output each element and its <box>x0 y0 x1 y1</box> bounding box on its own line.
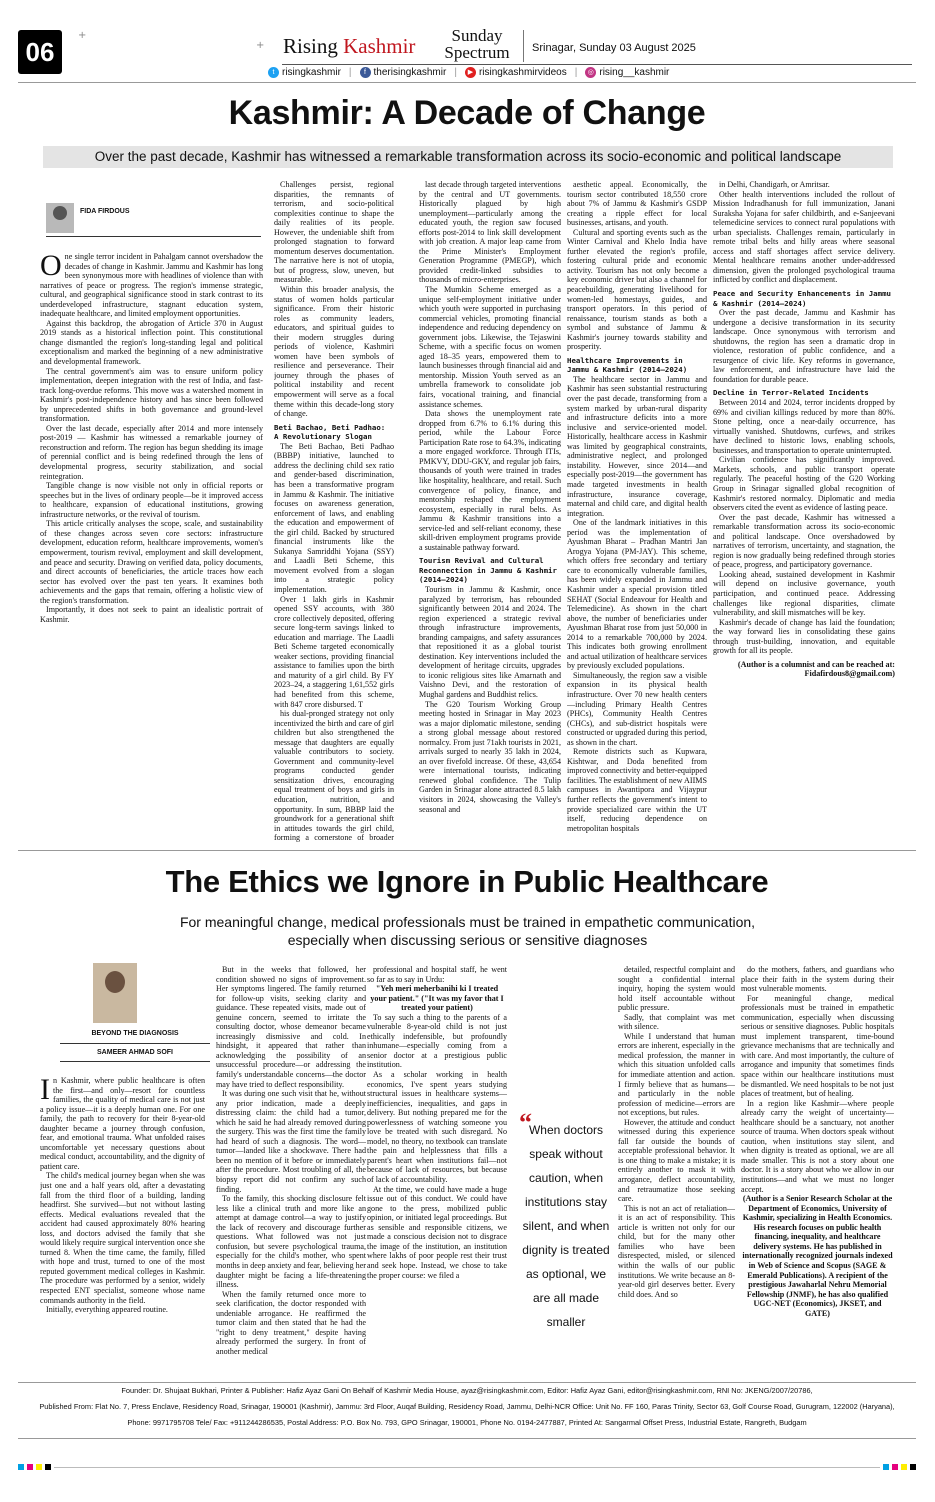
article2-column-2 <box>216 965 366 1376</box>
paragraph: aesthetic appeal. Economically, the tourism sector contributed 18,550 crore about 7% of Jammu & Kashmir's GSDP creating a ripple effect for local businesses, artisans, and youth. <box>567 180 707 228</box>
paragraph: The central government's aim was to ensure uniform policy implementation, deepen integration with the rest of India, and fast-track long-overdue reforms. This move was a watershed moment in Kashmir's post-independence history and has since been followed by unprecedented shifts in both governance and ground-level transformation. <box>40 366 263 424</box>
paragraph: Initially, everything appeared routine. <box>46 1305 168 1315</box>
author-rule <box>60 1061 210 1062</box>
footer-rule <box>18 1382 916 1383</box>
paragraph: Data shows the unemployment rate dropped from 6.7% to 6.1% during this period, while the Labour Force Participation Rate rose to 64.3%, indicating a more engaged workforce. Through ITIs, PMKVY, DDU-GKY, and regular job fairs, thousands of youth were trained in trades like hospitality, healthcare, and retail. Such convergence of policy, finance, and mentorship reshaped the employment ecosystem, especially in rural belts. As Jammu & Kashmir transitions into a service-led and self-reliant economy, these skill-driven employment programs provide a sustainable pathway forward. <box>419 409 561 552</box>
paragraph: Challenges persist, regional disparities, the remnants of terrorism, and socio-political complexities continue to shape the daily realities of its people. However, the undeniable shift from prolonged stagnation to forward momentum deserves documentation. The narrative here is not of utopia, but of progress, slow, uneven, but measurable. <box>274 180 394 285</box>
paragraph: To say such a thing to the parents of a vulnerable 8-year-old child is not just ethically indefensible, but profoundly inhumane—especially coming from a senior doctor at a prestigious public institution. <box>367 1012 507 1070</box>
paragraph: Tourism in Jammu & Kashmir, once paralyzed by terrorism, has rebounded significantly between 2014 and 2024. The region experienced a strategic revival through infrastructure improvements, branding campaigns, and safety assurances that repositioned it as a global tourist destination. Key interventions included the development of heritage circuits, upgrades to iconic religious sites like Amarnath and Vaishno Devi, and the restoration of Mughal gardens and Buddhist relics. <box>419 584 561 699</box>
paragraph: Looking ahead, sustained development in Kashmir will depend on inclusive governance, youth participation, and continued peace. Addressing challenges like regional disparities, climate vulnerability, and skill mismatches will be key. <box>713 569 895 618</box>
article1-lead-paragraph <box>40 252 263 319</box>
dropcap: I <box>40 1076 50 1106</box>
paragraph: Over the past decade, Jammu and Kashmir has undergone a decisive transformation in its security landscape. Once synonymous with terrorism and shutdowns, the region has seen a dramatic drop in violence, restoration of public confidence, and a resurgence of civic life. Key reforms in governance, law enforcement, and infrastructure have laid the foundation for durable peace. <box>713 308 895 384</box>
registration-swatch <box>36 1464 42 1470</box>
registration-swatch <box>883 1464 889 1470</box>
article1-column-5 <box>713 180 895 842</box>
article1-column-2 <box>274 180 394 842</box>
article2-column-3 <box>367 965 507 1376</box>
social-facebook[interactable]: f therisingkashmir <box>360 67 447 78</box>
paragraph: Within this broader analysis, the status of women holds particular significance. From their historic roles as community leaders, educators, and spiritual guides to their modern struggles during periods of violence, Kashmiri women have been symbols of resilience and perseverance. Their journey through the phases of political instability and recent empowerment will serve as a focal theme within this decade-long story of change. <box>274 285 394 419</box>
paragraph: Kashmir's decade of change has laid the foundation; the way forward lies in consolidating these gains through trust-building, innovation, and equitable growth for all its people. <box>713 617 895 656</box>
article1-headline: Kashmir: A Decade of Change <box>228 94 706 132</box>
article2-column-4 <box>618 965 735 1376</box>
article2-author: SAMEER AHMAD SOFI <box>97 1049 173 1056</box>
paragraph: Tangible change is now visible not only in official reports or speeches but in the lives of ordinary people—be it improved access to healthcare, expansion of educational institutions, growing infrastructure networks, or the revival of tourism. <box>40 481 263 519</box>
paragraph: As a scholar working in health economics, I've spent years studying structural issues in healthcare systems—inefficiencies, inequalities, and gaps in delivery. But nothing prepared me for the powerlessness of watching someone you love be treated with such disregard. No model, no theory, no textbook can translate the pain and helplessness that fills a parent's heart when institutions fail—not because of lack of resources, but because of lack of accountability. <box>367 1070 507 1185</box>
paragraph: his dual-pronged strategy not only incentivized the birth and care of girl children but also strengthened the message that daughters are equally valuable contributors to society. Government and community-level programs conducted gender sensitization drives, encouraging equal treatment of boys and girls in education, nutrition, and opportunity. In sum, BBBP laid the groundwork for a generational shift in attitudes towards the girl child, forming a cornerstone of broader <box>274 709 394 842</box>
article1-column-4 <box>567 180 707 842</box>
paragraph: It was during one such visit that he, without any prior indication, made a deeply distressing claim: the child had a tumor, which he said he had already removed during the surgery. This was the first time the family had heard of such a diagnosis. The word—tumor—landed like a shockwave. There had been no mention of it before or immediately after the procedure. Most troubling of all, the biopsy report did not confirm any such finding. <box>216 1089 366 1194</box>
youtube-icon: ▶ <box>465 67 476 78</box>
paragraph: The healthcare sector in Jammu and Kashmir has seen substantial restructuring over the past decade, transforming from a system marked by urban-rural disparity and infrastructure deficits into a more inclusive and service-oriented model. Historically, healthcare access in Kashmir was limited by geographical constraints, administrative neglect, and prolonged instability. However, since 2014—and especially post-2019—the government has made targeted investments in health infrastructure, insurance coverage, maternal and child care, and digital health integration. <box>567 374 707 518</box>
paragraph: For meaningful change, medical professionals must be trained in empathetic communication, especially when discussing serious or sensitive diagnoses. Public hospitals must implement transparent, time-bound grievance mechanisms that are technically and with care. And most importantly, the culture of arrogance and impunity that sometimes finds space within our healthcare institutions must be dismantled. We need hospitals to be not just places of treatment, but of healing. <box>741 993 894 1099</box>
subheading: Decline in Terror-Related Incidents <box>713 388 869 398</box>
masthead-rule <box>282 64 912 65</box>
paragraph: At the time, we could have made a huge issue out of this conduct. We could have gone to the press, mobilized public opinion, or initiated legal proceedings. But as sensible and responsible citizens, we made a conscious decision not to disgrace the image of the institution, an institution where lakhs of poor people rest their trust and seek hope. Instead, we chose to take the proper course: we filed a <box>367 1184 507 1280</box>
registration-color-bar <box>18 1464 916 1470</box>
column-label: BEYOND THE DIAGNOSIS <box>91 1030 179 1037</box>
paragraph: Sadly, that complaint was met with silence. <box>618 1012 735 1032</box>
article1-deck: Over the past decade, Kashmir has witnessed a remarkable transformation across its socio-economic and political landscape <box>43 146 893 168</box>
author-photo <box>93 963 137 1023</box>
paragraph: The Mumkin Scheme emerged as a unique self-employment initiative under which youth were supported in purchasing commercial vehicles, promoting financial independence and reducing dependency on government jobs. Likewise, the Tejaswini Scheme, with a specific focus on women aged 18–35 years, empowered them to launch businesses through financial aid and mentorship. Mission Youth served as an umbrella framework to consolidate job fairs, vocational training, and financial assistance schemes. <box>419 285 561 409</box>
paragraph: The G20 Tourism Working Group meeting hosted in Srinagar in May 2023 was a major diplomatic milestone, sending a strong global message about restored normalcy. From just 71akh tourists in 2021, arrivals surged to nearly 35 lakh in 2024, an over fivefold increase. Of these, 43,654 were international tourists, indicating renewed global confidence. The Tulip Garden in Srinagar alone attracted 8.5 lakh visitors in 2024, showcasing the Valley's seasonal and <box>419 699 561 814</box>
dropcap: O <box>40 252 62 282</box>
spectrum-label: Spectrum <box>444 43 510 62</box>
subheading: Peace and Security Enhancements in Jammu & Kashmir (2014–2024) <box>713 289 891 308</box>
paragraph: In a region like Kashmir—where people already carry the weight of uncertainty—healthcare should be a sanctuary, not another source of trauma. When doctors speak without caution, when institutions stay silent, and when dignity is treated as optional, we are all made smaller. This is not a story about one doctor. It is a story about who we allow in our institutions—and what we must no longer accept. <box>741 1098 894 1194</box>
quote-icon: “ <box>519 1108 532 1137</box>
header-divider <box>18 82 916 83</box>
paragraph: Over 1 lakh girls in Kashmir opened SSY accounts, with 380 crore collectively deposited, offering secure long-term savings linked to education and marriage. The Laadli Beti Scheme targeted economically weaker sections, providing financial assistance to families upon the birth and maturity of a girl child. By FY 2023–24, a staggering 1,61,552 girls had benefited from this scheme, with 847 crore disbursed. T <box>274 594 394 709</box>
registration-swatch <box>910 1464 916 1470</box>
subheading: Tourism Revival and Cultural Reconnection in Jammu & Kashmir (2014–2024) <box>419 556 557 585</box>
quote-paragraph: "Yeh meri meherbanihi ki I treated your patient." ("It was my favor that I treated your patient) <box>370 984 504 1013</box>
subheading: Healthcare Improvements in Jammu & Kashmir (2014–2024) <box>567 355 688 375</box>
social-instagram[interactable]: ◎ rising__kashmir <box>585 67 669 78</box>
social-handles: t risingkashmir | f therisingkashmir | ▶ risingkashmirvideos | ◎ rising__kashmir <box>268 67 669 78</box>
instagram-icon: ◎ <box>585 67 596 78</box>
masthead-divider <box>523 30 524 62</box>
paragraph: last decade through targeted interventions by the central and UT governments. Historically plagued by high unemployment—particularly among the educated youth, the region saw focused efforts post-2014 to link skill development with job creation. A major leap came from the Prime Minister's Employment Generation Programme (PMEGP), which provided credit-linked subsidies to thousands of micro-enterprises. <box>419 180 561 285</box>
paragraph: Over the past decade, Kashmir has witnessed a remarkable transformation across its socio-economic and political landscape. Once overshadowed by narratives of terrorism, uncertainty, and stagnation, the region is now gradually being redefined through stories of peace, progress, and participatory governance. <box>713 512 895 570</box>
article1-column-3 <box>419 180 561 842</box>
article2-lead-text: n Kashmir, where public healthcare is often the first—and only—resort for countless families, the quality of medical care is not just a policy issue—it is a deeply human one. For one family, the path to recovery for their 8-year-old daughter became a journey through confusion, fear, and emotional trauma. What unfolded raises uncomfortable yet necessary questions about medical conduct, accountability, and the dignity of patient care. <box>40 1076 205 1171</box>
author-credit: (Author is a columnist and can be reached at: Fidafirdous8@gmail.com) <box>737 659 895 679</box>
paragraph: But in the weeks that followed, her condition showed no signs of improvement. Her symptoms lingered. The family returned for follow-up visits, seeking clarity and guidance. These repeated visits, made out of genuine concern, seemed to irritate the consulting doctor, whose demeanor became increasingly dismissive and cold. In hindsight, it appeared that rather than acknowledging the possibility of an unsuccessful procedure—or addressing the family's understandable concerns—the doctor may have tried to deflect responsibility. <box>216 965 366 1089</box>
paragraph: Between 2014 and 2024, terror incidents dropped by 69% and civilian killings reduced by more than 80%. Stone pelting, once a near-daily occurrence, has virtually vanished. Shutdowns, curfews, and strikes have declined to historic lows, enabling schools, businesses, and transportation to operate uninterrupted. <box>713 398 895 455</box>
paragraph: Remote districts such as Kupwara, Kishtwar, and Doda benefited from improved connectivity and better-equipped facilities. The establishment of new AIIMS campuses in Awantipora and Vijaypur further reflects the government's intent to provide specialized care within the UT itself, reducing dependence on metropolitan hospitals <box>567 747 707 833</box>
author-credit: (Author is a Senior Research Scholar at the Department of Economics, University of Kashmir, specializing in Health Economics. His research focuses on public health financing, inequality, and healthcare delivery systems. He has published in internationally recognized journals indexed in Web of Science and Scopus (SAGE & Emerald Publications). A recipient of the prestigious Jawaharlal Nehru Memorial Fellowship (JNMF), he has also qualified UGC-NET (Economics), JKSET, and GATE) <box>742 1194 893 1318</box>
registration-swatch <box>901 1464 907 1470</box>
paragraph: However, the attitude and conduct witnessed during this experience fall far outside the bounds of acceptable professional behavior. It is one thing to make a mistake; it is entirely another to mask it with arrogance, deflect accountability, and retraumatize those seeking care. <box>618 1117 735 1204</box>
paragraph: detailed, respectful complaint and sought a confidential internal inquiry, hoping the system would hold itself accountable without public pressure. <box>618 965 735 1013</box>
article2-column-5 <box>741 965 894 1376</box>
registration-swatch <box>45 1464 51 1470</box>
sunday-spectrum-logo <box>437 27 517 61</box>
paragraph: in Delhi, Chandigarh, or Amritsar. <box>719 180 830 189</box>
paragraph: The child's medical journey began when she was just one and a half years old, after a devastating fall from the third floor of a building, landing headfirst. She survived—but not without lasting effects. Medical evaluations revealed that the accident had caused approximately 80% hearing loss, and doctors advised the family that she would likely require surgical intervention once she turned 8. When the time came, the family, filled with hope and trust, turned to one of the most reputed government medical colleges in Kashmir. The procedure was performed by a senior, widely respected ENT specialist, someone whose name commands authority in the field. <box>40 1171 205 1305</box>
paragraph: Against this backdrop, the abrogation of Article 370 in August 2019 stands as a historical inflection point. This constitutional change dismantled the region's long-standing legal and political exceptionalism and marked the beginning of a new administrative and developmental framework. <box>40 318 263 367</box>
paragraph: This article critically analyses the scope, scale, and sustainability of these changes across seven core sectors: infrastructure development, education reform, healthcare improvements, women's empowerment, tourism revival, employment and skill development, and peace and security. Drawing on verified data, policy documents, and direct accounts of beneficiaries, the article traces how each sector has evolved over the past ten years. It examines both achievements and the gaps that remain, offering a holistic view of the region's transformation. <box>40 519 263 605</box>
article-divider <box>18 850 916 851</box>
paragraph: Over the last decade, especially after 2014 and more intensely post-2019 — Kashmir has witnessed a remarkable journey of reconstruction and reform. The region has begun shedding its image of perennial conflict and is being redefined through the lens of developmental progress, security stabilization, and social reintegration. <box>40 423 263 481</box>
dateline: Srinagar, Sunday 03 August 2025 <box>532 42 696 54</box>
author-rule <box>46 236 261 237</box>
deck-line: especially when discussing serious or sensitive diagnoses <box>287 932 648 948</box>
imprint-line-1: Founder: Dr. Shujaat Bukhari, Printer & Publisher: Hafiz Ayaz Gani On Behalf of Kashmir Media House, ayaz@risingkashmir.com, Editor: Hafiz Ayaz Gani, editor@risingkashmir.com, RNI No: JKENG/2007/20786, <box>121 1386 813 1395</box>
paragraph: Cultural and sporting events such as the Winter Carnival and Khelo India have further elevated the region's profile, fostering cultural pride and economic activity. Tourism has not only become a key economic driver but also a channel for peacebuilding, generating livelihood for women-led homestays, guides, and transport operators. In this period of renaissance, tourism stands as both a symbol and substance of Jammu & Kashmir's journey towards stability and prosperity. <box>567 227 707 352</box>
paragraph: professional and hospital staff, he went so far as to say in Urdu: <box>367 965 507 984</box>
author-rule <box>60 1043 210 1044</box>
article1-lead-text: ne single terror incident in Pahalgam cannot overshadow the decades of change in Kashmir. Jammu and Kashmir has long been synonymous more with headlines of violence than with narratives of peace or progress. The region's immense strategic, cultural, and geographical significance stood in stark contrast to its underdeveloped infrastructure, stagnant education system, inadequate healthcare, and limited employment opportunities. <box>40 252 263 319</box>
pull-quote: When doctors speak without caution, when institutions stay silent, and when dignity is treated as optional, we are all made smaller <box>522 1123 610 1329</box>
article2-deck <box>120 913 815 949</box>
crop-mark: + <box>256 40 265 51</box>
deck-line: For meaningful change, medical professionals must be trained in empathetic communication, <box>179 914 756 930</box>
page-number: 06 <box>18 30 62 74</box>
social-youtube[interactable]: ▶ risingkashmirvideos <box>465 67 567 78</box>
social-twitter[interactable]: t risingkashmir <box>268 67 341 78</box>
paragraph: do the mothers, fathers, and guardians who place their faith in the system during their most vulnerable moments. <box>741 965 894 994</box>
article2-column-1 <box>40 1076 205 1376</box>
paragraph: Civilian confidence has significantly improved. Markets, schools, and public transport operate regularly. The peaceful hosting of the G20 Working Group in Srinagar signalled global recognition of Kashmir's restored normalcy. Diplomatic and media observers cited the event as evidence of lasting peace. <box>713 455 895 513</box>
paragraph: Simultaneously, the region saw a visible expansion in its physical health infrastructure. Over 70 new health centers—including Primary Health Centres (PHCs), Community Health Centres (CHCs), and sub-district hospitals were constructed or upgraded during this period, as shown in the chart. <box>567 670 707 747</box>
imprint-line-3: Phone: 9971795708 Tele/ Fax: +911244286535, Postal Address: P.O. Box No. 793, GPO Srinagar, 190001, Phone No. 0194-2477887, Printed At: Sangarmal Offset Press, Industrial Estate, Rangreth, Budgam <box>127 1418 807 1427</box>
paragraph: The Beti Bachao, Beti Padhao (BBBP) initiative, launched to address the declining child sex ratio and gender-based discrimination, has been a transformative program in Jammu & Kashmir. The initiative focuses on awareness generation, enforcement of laws, and enabling the education and empowerment of the girl child. Backed by structured financial instruments like the Sukanya Samriddhi Yojana (SSY) and Laadli Beti Scheme, this movement evolved from a slogan into a strategic policy implementation. <box>274 441 394 594</box>
subheading: Beti Bachao, Beti Padhao: A Revolutionary Slogan <box>274 422 386 442</box>
facebook-icon: f <box>360 67 371 78</box>
paragraph: Importantly, it does not seek to paint an idealistic portrait of Kashmir. <box>40 605 263 624</box>
twitter-icon: t <box>268 67 279 78</box>
logo-rising: Rising <box>283 34 338 58</box>
article1-column-1 <box>40 252 263 842</box>
registration-swatch <box>892 1464 898 1470</box>
author-avatar <box>46 203 74 233</box>
article1-author: FIDA FIRDOUS <box>80 208 130 215</box>
registration-swatch <box>18 1464 24 1470</box>
paragraph: While I understand that human errors are inherent, especially in the medical profession, the manner in which this situation unfolded calls for immediate attention and action. I firmly believe that as humans—and particularly in the noble profession of medicine—errors are not exceptions, but rules. <box>618 1031 735 1118</box>
registration-line <box>54 1467 880 1468</box>
paragraph: When the family returned once more to seek clarification, the doctor responded with undeniable arrogance. He reaffirmed the tumor claim and then stated that he had the "right to deny treatment," despite having already performed the surgery. In front of another medical <box>216 1289 366 1356</box>
footer-rule <box>18 1438 916 1439</box>
paragraph: This is not an act of retaliation—it is an act of responsibility. This article is written not only for our child, but for the many other families who have been disrespected, misled, or silenced within the walls of our public institutions. We write because an 8-year-old girl deserves better. Every child does. And so <box>618 1203 735 1299</box>
logo-kashmir: Kashmir <box>343 34 416 58</box>
crop-mark: + <box>78 30 87 41</box>
paragraph: Other health interventions included the rollout of Mission Indradhanush for full immunization, Janani Suraksha Yojana for safer childbirth, and e-Sanjeevani telemedicine services to connect rural populations with urban specialists. Challenges remain, particularly in remote tribal belts and hilly areas where seasonal access and staff shortages affect service delivery. Mental healthcare remains another under-addressed dimension, given the prolonged psychological trauma inflicted by conflict and displacement. <box>713 189 895 285</box>
masthead-logo[interactable] <box>283 34 415 58</box>
registration-swatch <box>27 1464 33 1470</box>
paragraph: To the family, this shocking disclosure felt less like a clinical truth and more like an attempt at damage control—a way to justify the lack of recovery and discourage further questions. What followed was not just confusion, but severe psychological trauma, especially for the child's mother, who spent months in deep anxiety and fear, believing her daughter might be facing a life-threatening illness. <box>216 1194 366 1290</box>
imprint-line-2: Published From: Flat No. 7, Press Enclave, Residency Road, Srinagar, 190001 (Kashmir), Jammu: 3rd Floor, Auqaf Building, Residency Road, Jammu, Delhi-NCR Office: Unit No. FF 160, Paras Trinity, Sector 63, Golf Course Road, Gurugram, 122002 (Haryana), <box>39 1402 895 1411</box>
paragraph: One of the landmark initiatives in this period was the implementation of Ayushman Bharat – Pradhan Mantri Jan Arogya Yojana (PM-JAY). This scheme, which offers free secondary and tertiary care to economically vulnerable families, has been widely expanded in Jammu and Kashmir under a special provision titled SEHAT (Social Endeavour for Health and Telemedicine). As shown in the chart above, the number of beneficiaries under Ayushman Bharat rose from just 50,000 in 2014 to a remarkable 700,000 by 2024. This indicates both growing enrollment and actual utilization of healthcare services by previously excluded populations. <box>567 518 707 671</box>
sunday-label: Sunday <box>451 26 503 45</box>
article2-headline: The Ethics we Ignore in Public Healthcare <box>165 864 769 899</box>
article2-lead-paragraph <box>40 1076 205 1171</box>
